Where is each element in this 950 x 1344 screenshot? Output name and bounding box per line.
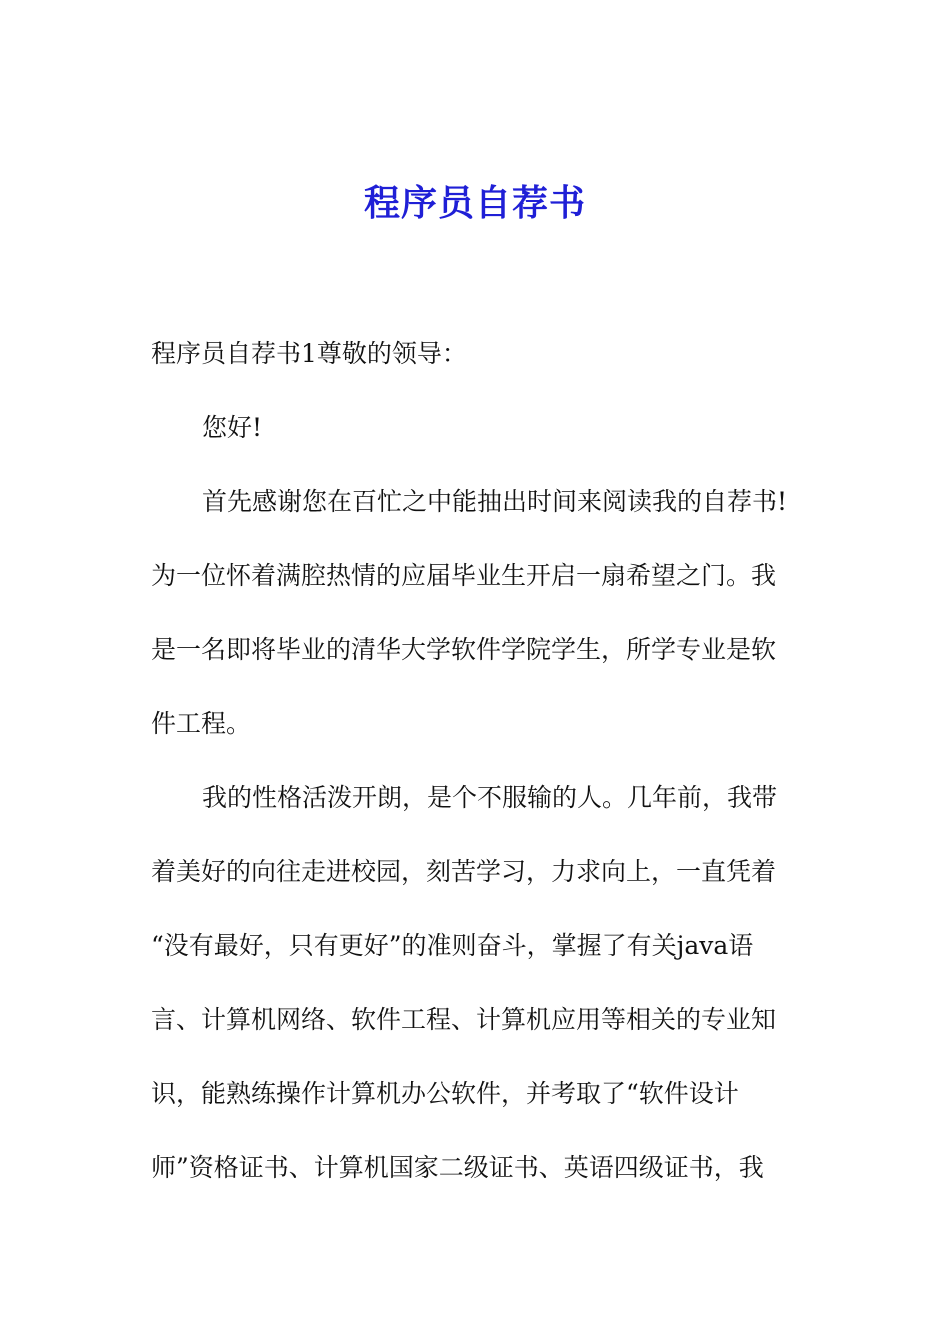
document-title: 程序员自荐书: [363, 182, 586, 224]
paragraph-line: 是一名即将毕业的清华大学软件学院学生，所学专业是软: [151, 635, 777, 664]
document-body: [151, 334, 811, 1222]
paragraph-line: 着美好的向往走进校园，刻苦学习，力求向上，一直凭着: [151, 857, 777, 886]
paragraph-line: 首先感谢您在百忙之中能抽出时间来阅读我的自荐书!: [202, 487, 788, 516]
paragraph-line: 师”资格证书、计算机国家二级证书、英语四级证书，我: [151, 1153, 764, 1182]
paragraph-line: 我的性格活泼开朗，是个不服输的人。几年前，我带: [202, 783, 778, 812]
paragraph-line: 言、计算机网络、软件工程、计算机应用等相关的专业知: [151, 1005, 777, 1034]
paragraph-line: “没有最好，只有更好”的准则奋斗，掌握了有关java语: [151, 931, 754, 960]
paragraph-line: 识，能熟练操作计算机办公软件，并考取了“软件设计: [151, 1079, 739, 1108]
paragraph-line: 为一位怀着满腔热情的应届毕业生开启一扇希望之门。我: [151, 561, 777, 590]
paragraph-line: 件工程。: [151, 709, 252, 738]
salutation-line: 程序员自荐书1尊敬的领导：: [151, 339, 467, 368]
greeting-line: 您好!: [202, 413, 263, 442]
